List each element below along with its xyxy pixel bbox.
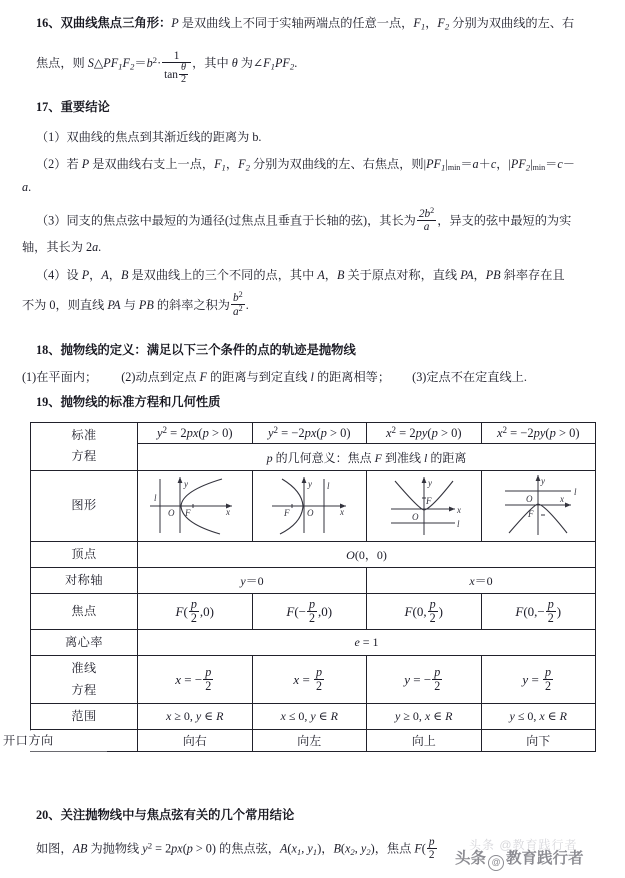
svg-text:x: x [560, 493, 565, 504]
parabola-up-icon [369, 473, 479, 539]
section-18-title-rest: 满足以下三个条件的点的轨迹是抛物线 [146, 343, 356, 357]
label-text: 开口方向 [2, 730, 107, 751]
cell-graph-parabola-up [367, 470, 482, 541]
section-17-number: 17、 [36, 100, 61, 114]
table-row-axis-of-symmetry [31, 568, 596, 594]
row-label-focus: 焦点 [31, 594, 138, 630]
item-1-label: （1） [36, 130, 67, 144]
table-row-standard-equation [31, 423, 596, 444]
row-label-directrix [31, 656, 138, 704]
cell-range-3: y ≥ 0, x ∈ R [367, 704, 482, 730]
row-label-standard-equation [31, 423, 138, 471]
svg-text:F: F [528, 508, 534, 519]
cell-opening-4: 向下 [481, 730, 596, 752]
slope-product-fraction: $\frac{b^2}{a^2}$ [232, 290, 243, 318]
svg-text:O: O [411, 511, 419, 522]
watermark-logo-icon: @ [488, 855, 504, 871]
cell-directrix-2: x = $\frac{p}{2}$ [252, 656, 367, 704]
cell-standard-equation-4: $x^2 = -2py(p > 0)$ [481, 423, 596, 444]
table-row-focus [31, 594, 596, 630]
svg-text:l: l [153, 492, 157, 503]
watermark-platform: 头条 [455, 850, 487, 867]
svg-text:x: x [225, 506, 230, 517]
section-16 [36, 14, 592, 86]
cell-p-meaning: p 的几何意义：焦点 F 到准线 l 的距离 [138, 444, 596, 470]
conic-latus-rectum-fraction: $\frac{2b^2}{a}$ [418, 205, 435, 233]
section-20-body: 如图，AB 为抛物线 $y^2 = 2px(p > 0)$ 的焦点弦，$A(x_1$, $y_1$)，$B(x_2$, $y_2$)，焦点 F( $\frac{p}{2}$ [36, 836, 435, 862]
section-19-title: 抛物线的标准方程和几何性质 [60, 395, 221, 409]
section-17-item-3: （3）同支的焦点弦中最短的为通径(过焦点且垂直于长轴的弦)，其长为 $\frac{2b^2}{a}$ ，异支的弦中最短的为实 轴，其长为 2a. [22, 205, 572, 254]
section-17-item-1 [36, 128, 592, 147]
table-row-graph [31, 470, 596, 541]
section-20-number: 20、 [36, 808, 61, 822]
tan-half-theta-fraction: 1 tan $\frac{\theta}{2}$ [162, 50, 191, 86]
svg-text:F: F [284, 507, 290, 518]
section-16-line-1: 16、双曲线焦点三角形：P 是双曲线上不同于实轴两端点的任意一点，$F_1$，$F_2$ 分别为双曲线的左、右 [36, 16, 575, 32]
row-label-range: 范围 [31, 704, 138, 730]
parabola-properties-table [3, 422, 596, 752]
section-18-heading [36, 341, 356, 359]
cell-opening-3: 向上 [367, 730, 482, 752]
section-16-text-a: 是双曲线上不同于实轴两端点的任意一点， [178, 16, 414, 30]
table-row-directrix [31, 656, 596, 704]
svg-text:l: l [327, 480, 330, 491]
cell-opening-1: 向右 [138, 730, 253, 752]
section-20-heading [36, 806, 294, 824]
item-1-text: 双曲线的焦点到其渐近线的距离为 b. [66, 130, 262, 144]
label-line-1: 标准 [71, 428, 97, 442]
cell-graph-parabola-down [481, 470, 596, 541]
cell-axis-value-2: x＝0 [367, 568, 596, 594]
section-18-conditions [22, 368, 602, 387]
svg-text:l: l [456, 518, 460, 529]
section-17-item-4: （4）设 P，A，B 是双曲线上的三个不同的点，其中 A，B 关于原点对称，直线 PA，PB 斜率存在且 不为 0，则直线 PA 与 PB 的斜率之积为 $\frac{b^2}{a^2}$ . [22, 267, 565, 318]
watermark-background-text: 头条 @教育践行者 [469, 838, 578, 852]
cell-focus-3: F(0, $\frac{p}{2}$ ) [367, 594, 482, 630]
cell-focus-2: F(− $\frac{p}{2}$ ,0) [252, 594, 367, 630]
row-label-eccentricity: 离心率 [31, 630, 138, 656]
watermark-author: 教育践行者 [506, 850, 584, 867]
section-18-title: 抛物线的定义： [60, 343, 147, 357]
section-18-condition-3: (3)定点不在定直线上. [412, 370, 527, 384]
cell-graph-parabola-right [138, 470, 253, 541]
svg-text:y: y [427, 477, 432, 488]
section-19-number: 19、 [36, 395, 61, 409]
cell-standard-equation-1: $y^2 = 2px(p > 0)$ [138, 423, 253, 444]
svg-text:O: O [307, 507, 314, 518]
cell-graph-parabola-left [252, 470, 367, 541]
cell-range-2: x ≤ 0, y ∈ R [252, 704, 367, 730]
section-16-line-2: 焦点，则 $S\triangle PF_1F_2=b^2\cdot$ 1 tan $\frac{\theta}{2}$ ，其中 θ 为$\angle F_1PF_2$. [36, 50, 298, 85]
section-17-heading [36, 98, 110, 116]
item-4-label: （4） [36, 267, 67, 282]
svg-text:x: x [456, 504, 461, 515]
cell-directrix-3: y = − $\frac{p}{2}$ [367, 656, 482, 704]
cell-range-4: y ≤ 0, x ∈ R [481, 704, 596, 730]
section-20-title: 关注抛物线中与焦点弦有关的几个常用结论 [60, 808, 295, 822]
section-16-number: 16、 [36, 16, 61, 30]
row-label-graph: 图形 [31, 470, 138, 541]
cell-eccentricity-value: e = 1 [138, 630, 596, 656]
table-row-range [31, 704, 596, 730]
label-line-1: 准线 [71, 661, 97, 676]
table-row-opening-direction [31, 730, 596, 752]
section-17-item-2: （2）若 P 是双曲线右支上一点，$F_1$，$F_2$ 分别为双曲线的左、右焦点，则$|PF_1|\min=a+c$，$|PF_2|\min=c-$ a. [22, 156, 575, 194]
svg-text:F: F [425, 495, 432, 506]
svg-text:l: l [574, 486, 577, 497]
section-18-number: 18、 [36, 343, 61, 357]
section-17-body [22, 120, 592, 318]
cell-directrix-1: x = − $\frac{p}{2}$ [138, 656, 253, 704]
row-label-opening-direction [3, 730, 138, 752]
cell-vertex-value: O(0，0) [138, 541, 596, 567]
cell-range-1: x ≥ 0, y ∈ R [138, 704, 253, 730]
svg-text:x: x [340, 506, 345, 517]
cell-focus-4: F(0,− $\frac{p}{2}$ ) [481, 594, 596, 630]
label-line-2: 方程 [71, 682, 97, 697]
svg-text:y: y [541, 475, 546, 486]
section-18-condition-2: (2)动点到定点 F 的距离与到定直线 l 的距离相等； [121, 370, 391, 384]
svg-text:O: O [526, 493, 533, 504]
cell-opening-2: 向左 [252, 730, 367, 752]
item-3-label: （3） [36, 213, 67, 228]
cell-axis-value-1: y＝0 [138, 568, 367, 594]
cell-standard-equation-3: $x^2 = 2py(p > 0)$ [367, 423, 482, 444]
svg-text:y: y [308, 478, 313, 489]
table-row-vertex [31, 541, 596, 567]
parabola-right-icon [140, 473, 250, 539]
label-line-2: 方程 [71, 449, 97, 464]
cell-focus-1: F( $\frac{p}{2}$ ,0) [138, 594, 253, 630]
item-2-label: （2） [36, 156, 67, 171]
section-18-condition-1: (1)在平面内； [22, 370, 98, 384]
parabola-down-icon [483, 473, 593, 539]
section-16-title: 双曲线焦点三角形： [60, 16, 172, 30]
svg-text:O: O [167, 507, 175, 518]
section-16-text-b: 分别为双曲线的左、右 [449, 16, 575, 30]
cell-directrix-4: y = $\frac{p}{2}$ [481, 656, 596, 704]
row-label-axis-of-symmetry: 对称轴 [31, 568, 138, 594]
section-19-heading [36, 393, 220, 411]
row-label-vertex: 顶点 [31, 541, 138, 567]
svg-text:F: F [184, 507, 191, 518]
section-17-title: 重要结论 [60, 100, 110, 114]
cell-standard-equation-2: $y^2 = -2px(p > 0)$ [252, 423, 367, 444]
table-row-eccentricity [31, 630, 596, 656]
parabola-left-icon [254, 473, 364, 539]
svg-text:y: y [183, 478, 188, 489]
